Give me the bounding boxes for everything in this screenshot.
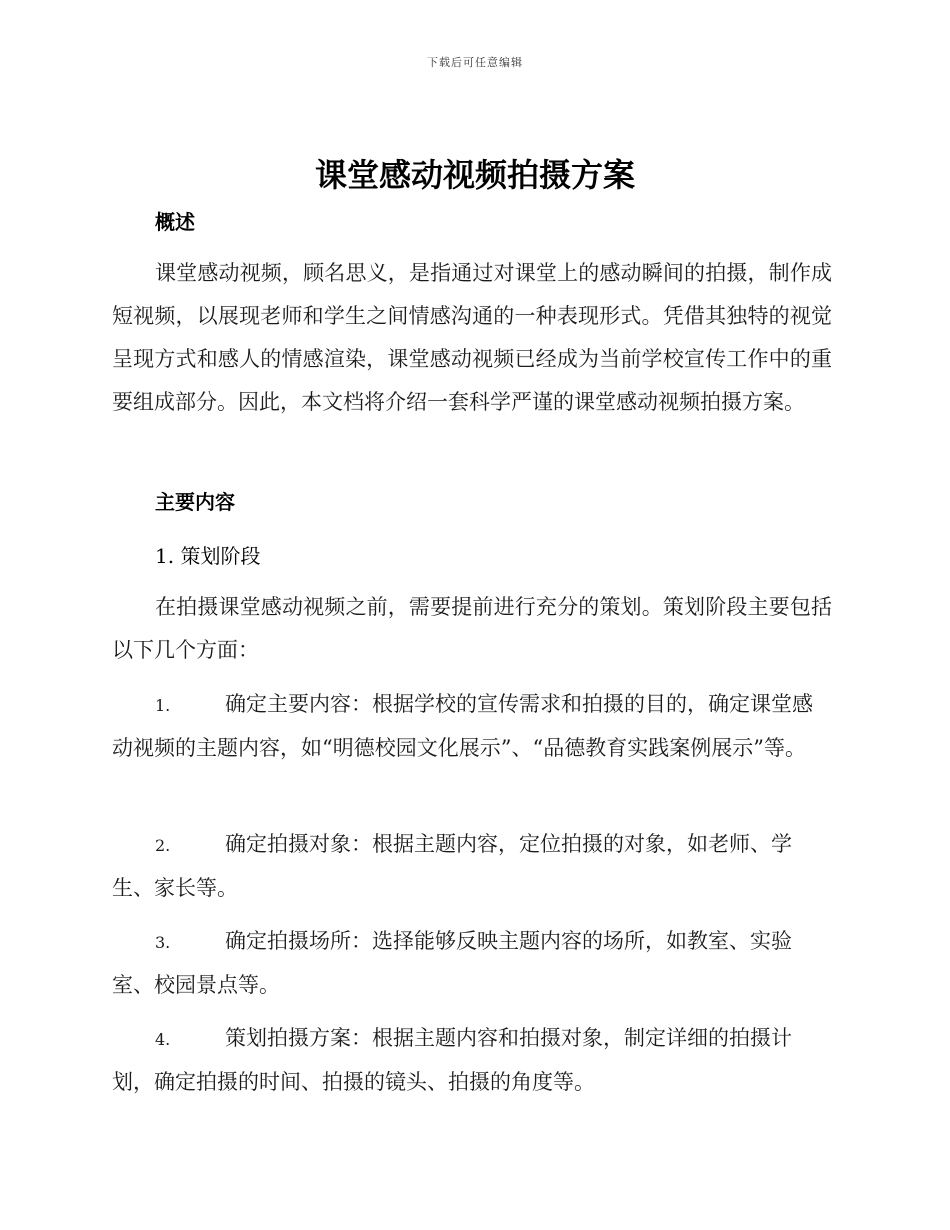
list-item-text: 确定拍摄场所：选择能够反映主题内容的场所，如教室、实验室、校园景点等。 [112,929,792,997]
page-title: 课堂感动视频拍摄方案 [314,156,635,194]
overview-heading: 概述 [155,210,195,234]
list-item-text: 策划拍摄方案：根据主题内容和拍摄对象，制定详细的拍摄计划，确定拍摄的时间、拍摄的镜头、拍摄的角度等。 [112,1026,792,1094]
header-note: 下载后可任意编辑 [427,56,523,69]
list-item [112,823,832,910]
list-item-text: 确定拍摄对象：根据主题内容，定位拍摄的对象，如老师、学生、家长等。 [112,832,792,900]
planning-paragraph: 在拍摄课堂感动视频之前，需要提前进行充分的策划。策划阶段主要包括以下几个方面： [112,595,832,662]
list-item [112,1017,832,1104]
main-content-heading: 主要内容 [155,490,235,514]
list-item-text: 确定主要内容：根据学校的宣传需求和拍摄的目的，确定课堂感动视频的主题内容，如“明德校园文化展示”、“品德教育实践案例展示”等。 [112,692,813,760]
list-item-number: 4. [155,1030,171,1049]
list-item-number: 3. [155,933,171,952]
planning-stage-heading: 1. 策划阶段 [155,544,261,568]
list-item [112,920,832,1007]
overview-paragraph: 课堂感动视频，顾名思义，是指通过对课堂上的感动瞬间的拍摄，制作成短视频，以展现老师和学生之间情感沟通的一种表现形式。凭借其独特的视觉呈现方式和感人的情感渲染，课堂感动视频已经成为当前学校宣传工作中的重要组成部分。因此，本文档将介绍一套科学严谨的课堂感动视频拍摄方案。 [112,261,832,414]
list-item-number: 2. [155,836,171,855]
list-item-number: 1. [155,696,171,715]
list-item [112,683,832,770]
